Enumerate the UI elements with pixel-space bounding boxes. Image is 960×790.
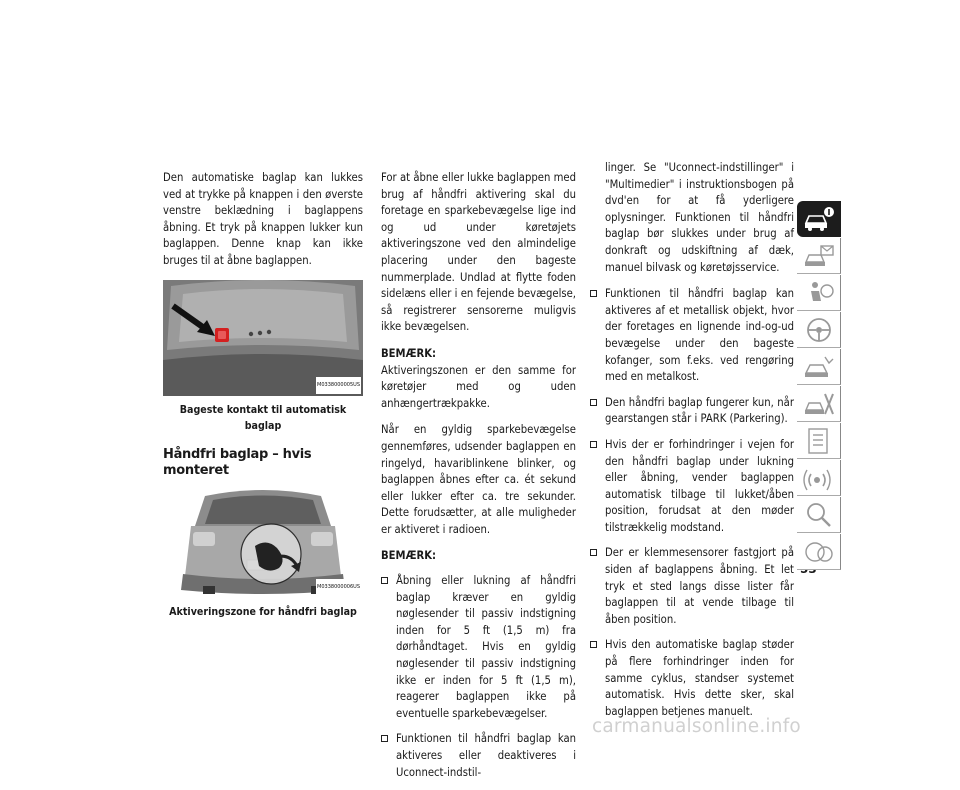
- steering-wheel-icon: [803, 316, 835, 344]
- car-tools-icon: [803, 390, 835, 418]
- figure-caption: Bageste kontakt til automatisk baglap: [179, 403, 347, 433]
- tab-emergency[interactable]: [797, 349, 841, 385]
- figure-handsfree-zone: [163, 486, 363, 598]
- list-item: Den håndfri baglap fungerer kun, når gearstangen står i PARK (Parkering).: [590, 395, 794, 428]
- column-right: [590, 160, 794, 729]
- car-info-icon: [803, 205, 835, 233]
- list-item: Hvis der er forhindringer i vejen for den håndfri baglap under lukning eller åbning, vender baglappen automatisk tilbage til lukket/åben position, forudsat at den møder tilstrækkelig modstand.: [590, 437, 794, 537]
- column-middle: [381, 170, 576, 790]
- airbag-person-icon: [803, 279, 835, 307]
- checkbox-bullet-icon: [590, 290, 597, 297]
- radio-signal-icon: [803, 464, 835, 492]
- note-text: Aktiveringszonen er den samme for køretøjer med og uden anhængertrækpakke.: [381, 363, 576, 410]
- checkbox-bullet-icon: [381, 735, 388, 742]
- column-left: [163, 170, 363, 633]
- continuation-paragraph: linger. Se "Uconnect-indstillinger" i "Multimedier" i instruktionsbogen på dvd'en for at få yderligere oplysninger. Funktionen til håndfri baglap bør slukkes under brug af donkraft og udskiftning af dæk, manuel bilvask og køretøjsservice.: [605, 161, 794, 274]
- list-item: Der er klemmesensorer fastgjort på siden af baglappens åbning. Et let tryk et sted langs disse lister får baglappen til at vende tilbage til åben position.: [590, 545, 794, 628]
- tab-multimedia[interactable]: [797, 460, 841, 496]
- note-label: BEMÆRK:: [381, 346, 437, 360]
- note-label: BEMÆRK:: [381, 549, 437, 563]
- checkbox-bullet-icon: [590, 641, 597, 648]
- body-paragraph: Når en gyldig sparkebevægelse gennemføres, udsender baglappen en ringelyd, havariblinkene blinker, og baglappen åbnes efter ca. ét sekund eller lukker efter ca. tre sekunder. Dette forudsætter, at alle muligheder er aktiveret i radioen.: [381, 423, 576, 536]
- tab-languages[interactable]: [797, 534, 841, 570]
- figure-code: M0338000006US: [316, 579, 361, 596]
- tab-index[interactable]: [797, 497, 841, 533]
- body-paragraph: For at åbne eller lukke baglappen med brug af håndfri aktivering skal du foretage en sparkebevægelse lige ind og ud under køretøjets aktiveringszone ved den almindelige placering under den bageste nummerplade. Undlad at flytte foden sidelæns eller i en fejende bevægelse, så registrerer sensorerne muligvis ikke bevægelsen.: [381, 171, 576, 334]
- checklist-icon: [803, 427, 835, 455]
- list-item: Hvis den automatiske baglap støder på flere forhindringer inden for samme cyklus, standser systemet automatisk. Hvis dette sker, skal baglappen betjenes manuelt.: [590, 637, 794, 720]
- tab-service[interactable]: [797, 386, 841, 422]
- checkbox-bullet-icon: [381, 577, 388, 584]
- list-item: Funktionen til håndfri baglap kan aktiveres eller deaktiveres i Uconnect-indstil-: [381, 731, 576, 781]
- watermark: carmanualsonline.info: [592, 716, 801, 737]
- bullet-list: [381, 573, 576, 781]
- car-mail-icon: [803, 242, 835, 270]
- car-crash-icon: [803, 353, 835, 381]
- tab-specifications[interactable]: [797, 423, 841, 459]
- bullet-list: [590, 286, 794, 720]
- checkbox-bullet-icon: [590, 399, 597, 406]
- tab-car-mail[interactable]: [797, 238, 841, 274]
- section-title: Håndfri baglap – hvis monteret: [163, 446, 312, 479]
- list-item: Funktionen til håndfri baglap kan aktiveres af et metallisk objekt, hvor der foretages en lignende ind-og-ud bevægelse under den bageste kofanger, som f.eks. ved rengøring med en metalkost.: [590, 286, 794, 386]
- magnifier-icon: [803, 501, 835, 529]
- figure-rear-liftgate-switch: [163, 280, 363, 396]
- tab-driving[interactable]: [797, 312, 841, 348]
- list-item: Åbning eller lukning af håndfri baglap kræver en gyldig nøglesender til passiv indstigning inden for 5 ft (1,5 m) fra dørhåndtaget. Hvis en gyldig nøglesender til passiv indstigning ikke er inden for 5 ft (1,5 m), reagerer baglappen ikke på eventuelle sparkebevægelser.: [381, 573, 576, 722]
- multilanguage-icon: [803, 538, 835, 566]
- figure-code: M0338000005US: [316, 377, 361, 394]
- intro-paragraph: Den automatiske baglap kan lukkes ved at trykke på knappen i den øverste venstre beklædning i baglappens åbning. Et tryk på knappen lukker kun baglappen. Denne knap kan ikke bruges til at åbne baglappen.: [163, 171, 363, 267]
- chapter-tabs: [797, 201, 842, 571]
- tab-car-info[interactable]: [797, 201, 841, 237]
- figure-caption: Aktiveringszone for håndfri baglap: [169, 605, 357, 618]
- checkbox-bullet-icon: [590, 549, 597, 556]
- tab-safety[interactable]: [797, 275, 841, 311]
- checkbox-bullet-icon: [590, 441, 597, 448]
